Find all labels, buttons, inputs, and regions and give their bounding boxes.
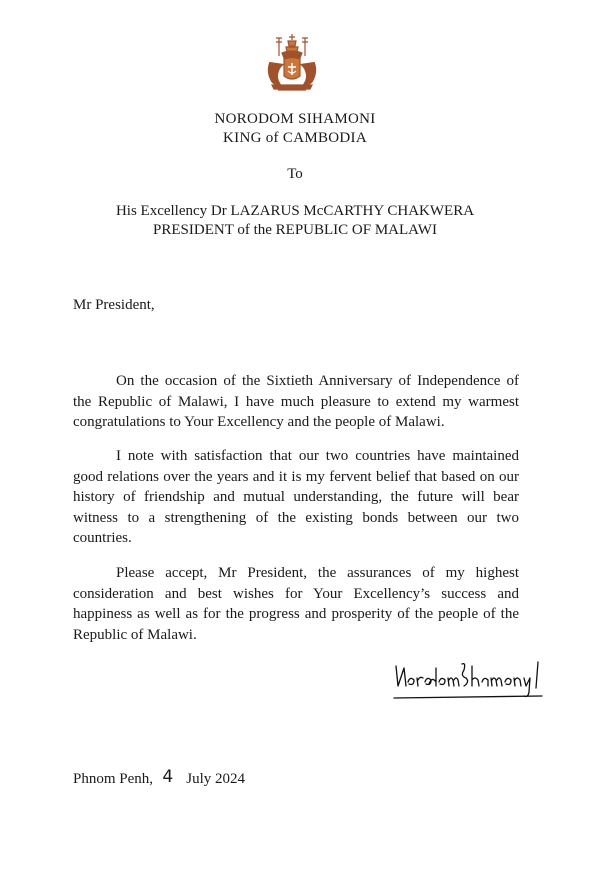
to-label: To (287, 166, 303, 182)
month-year: July 2024 (186, 771, 246, 787)
recipient-title: PRESIDENT of the REPUBLIC OF MALAWI (153, 222, 437, 238)
handwritten-signature-icon (392, 656, 552, 706)
sender-title: KING of CAMBODIA (223, 130, 367, 146)
date-line (73, 768, 245, 788)
body-paragraph-3: Please accept, Mr President, the assurances of my highest consideration and best wishes for Your Excellency’s success and happiness as well as for the progress and prosperity of the people of the Republic of Malawi. (73, 565, 519, 643)
salutation: Mr President, (73, 297, 155, 313)
recipient-name: His Excellency Dr LAZARUS McCARTHY CHAKWERA (115, 203, 475, 219)
body-paragraph-2: I note with satisfaction that our two countries have maintained good relations over the years and it is my fervent belief that based on our history of friendship and mutual understanding, the future will bear witness to a strengthening of the existing bonds between our two countries. (73, 448, 519, 546)
royal-coat-of-arms-icon (262, 32, 322, 94)
place-label: Phnom Penh, (73, 771, 154, 787)
handwritten-day: 4 (162, 767, 174, 787)
body-paragraph-1: On the occasion of the Sixtieth Anniversary of Independence of the Republic of Malawi, I have much pleasure to extend my warmest congratulations to Your Excellency and the people of Malawi. (73, 373, 519, 430)
sender-name: NORODOM SIHAMONI (214, 111, 376, 127)
